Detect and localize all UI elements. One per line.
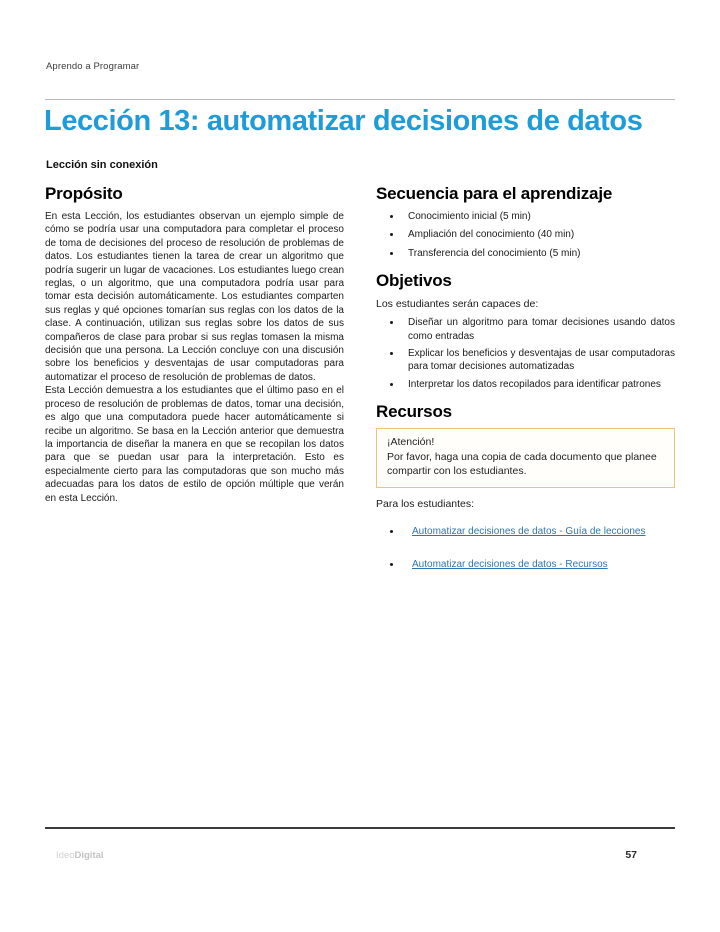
attention-title: ¡Atención!: [387, 436, 435, 449]
page-title: Lección 13: automatizar decisiones de datos: [44, 105, 643, 137]
objetivos-intro: Los estudiantes serán capaces de:: [376, 298, 539, 311]
list-item: [402, 525, 675, 538]
list-item: • Explicar los beneficios y desventajas de usar computadoras para tomar decisiones automatizadas: [402, 347, 675, 374]
list-item: [402, 558, 675, 571]
header-divider: [45, 99, 675, 100]
proposito-paragraph-2: Esta Lección demuestra a los estudiantes que el último paso en el proceso de resolución de problemas de datos, tomar una decisión, es algo que una computadora puede hacer automáticamente si recibe un algoritmo. Se basa en la Lección anterior que demuestra la importancia de diseñar la manera en que se recopilan los datos para que se puedan usar para la interpretación. Esto es especialmente cierto para las computadoras que son mucho más adecuadas para los datos de estilo de opción múltiple que verán en esta Lección.: [45, 385, 344, 504]
proposito-paragraph-1: En esta Lección, los estudiantes observan un ejemplo simple de cómo se podría usar una computadora para completar el proceso de toma de decisiones del proceso de resolución de problemas de datos. Los estudiantes tienen la tarea de crear un algoritmo que podría sugerir un lugar de vacaciones. Los estudiantes luego crean reglas, o un algoritmo, que una computadora podría usar para tomar esta decisión automáticamente. Los estudiantes comparten sus reglas y qué opciones tomarían sus reglas con los datos de la clase. A continuación, utilizan sus reglas sobre los datos de sus compañeros de clase para probar si sus reglas tomasen la misma decisión que una persona. La Lección concluye con una discusión sobre los beneficios y desventajas de usar computadoras para automatizar el proceso de resolución de problemas de datos.: [45, 211, 344, 383]
footer-brand-bold: Digital: [74, 850, 104, 861]
page-number: 57: [625, 849, 637, 861]
link-recursos[interactable]: Automatizar decisiones de datos - Recursos: [412, 559, 608, 571]
resource-links: [376, 525, 675, 572]
left-column: [45, 184, 344, 592]
list-item: • Transferencia del conocimiento (5 min): [402, 247, 675, 260]
recursos-heading: Recursos: [376, 402, 452, 422]
secuencia-heading: Secuencia para el aprendizaje: [376, 184, 613, 203]
objetivos-list: [376, 316, 675, 391]
footer-divider: [45, 827, 675, 829]
list-item: • Conocimiento inicial (5 min): [402, 210, 675, 223]
attention-box: [376, 428, 675, 488]
list-item: • Interpretar los datos recopilados para identificar patrones: [402, 378, 675, 391]
proposito-body: [45, 210, 344, 505]
list-item: • Ampliación del conocimiento (40 min): [402, 228, 675, 241]
proposito-heading: Propósito: [45, 184, 123, 203]
header-brand: Aprendo a Programar: [46, 61, 140, 72]
right-column: [376, 184, 675, 592]
link-guia-de-lecciones[interactable]: Automatizar decisiones de datos - Guía de lecciones: [412, 525, 646, 537]
footer-brand-light: Ideo: [56, 850, 75, 861]
objetivos-heading: Objetivos: [376, 271, 452, 291]
footer-brand: [56, 850, 104, 861]
audience-label: Para los estudiantes:: [376, 497, 475, 510]
list-item: • Diseñar un algoritmo para tomar decisiones usando datos como entradas: [402, 316, 675, 343]
content-columns: [45, 184, 675, 592]
secuencia-list: [376, 210, 675, 260]
attention-body: Por favor, haga una copia de cada documento que planee compartir con los estudiantes.: [387, 450, 657, 478]
page-subtitle: Lección sin conexión: [46, 159, 158, 171]
